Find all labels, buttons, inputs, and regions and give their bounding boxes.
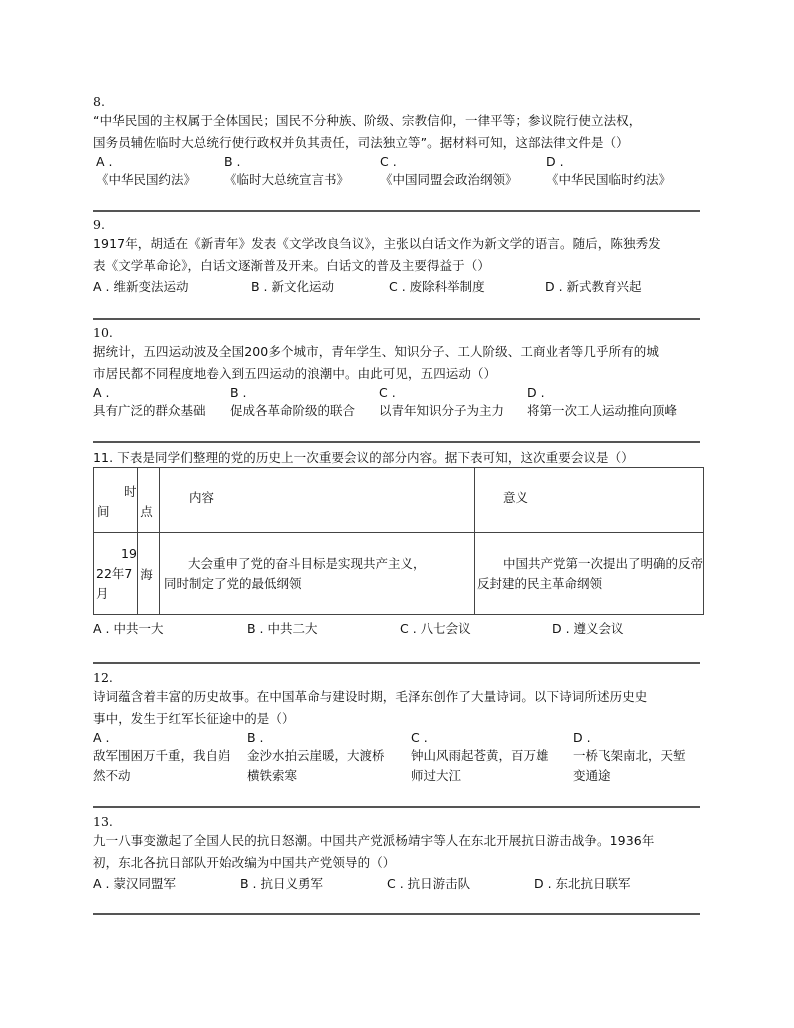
question-stem: 11. 下表是同学们整理的党的历史上一次重要会议的部分内容。据下表可知，这次重要会议是（） [93, 450, 634, 465]
question-12 [93, 670, 700, 792]
question-stem [93, 686, 700, 730]
options [93, 730, 700, 792]
cell-place: 海 [138, 533, 160, 615]
option-c[interactable]: C . 《中国同盟会政治纲领》 [380, 154, 518, 187]
cell-meaning: 中国共产党第一次提出了明确的反帝 反封建的民主革命纲领 [474, 533, 703, 615]
option-b[interactable]: B . 中共二大 [247, 621, 318, 636]
table-header-row [94, 468, 704, 533]
option-b[interactable]: B . 金沙水拍云崖暖，大渡桥 横铁索寒 [247, 730, 385, 783]
stem-line: 据统计，五四运动波及全国200多个城市，青年学生、知识分子、工人阶级、工商业者等几乎所有的城 [93, 344, 659, 359]
option-d[interactable]: D . 遵义会议 [552, 621, 624, 636]
cell-content: 大会重申了党的奋斗目标是实现共产主义， 同时制定了党的最低纲领 [160, 533, 475, 615]
header-meaning: 意义 [474, 468, 703, 533]
option-d[interactable]: D . 东北抗日联军 [534, 876, 631, 891]
options [93, 874, 700, 894]
stem-line: 1917年，胡适在《新青年》发表《文学改良刍议》，主张以白话文作为新文学的语言。随后，陈独秀发 [93, 236, 661, 251]
stem-line: 事中，发生于红军长征途中的是（） [93, 711, 295, 726]
option-a[interactable]: A . 具有广泛的群众基础 [93, 385, 206, 418]
stem-line: “中华民国的主权属于全体国民；国民不分种族、阶级、宗教信仰，一律平等；参议院行使立法权， [93, 113, 642, 128]
separator [93, 210, 700, 212]
option-a[interactable]: A . 《中华民国约法》 [96, 154, 197, 187]
options [93, 154, 700, 192]
question-11 [93, 447, 700, 469]
question-number: 13. [93, 814, 113, 829]
option-b[interactable]: B . 促成各革命阶级的联合 [230, 385, 356, 418]
header-time: 时 间 [94, 468, 138, 533]
question-number: 12. [93, 670, 113, 685]
option-c[interactable]: C . 八七会议 [400, 621, 471, 636]
option-a[interactable]: A . 敌军围困万千重，我自岿 然不动 [93, 730, 231, 783]
stem-line: 市居民都不同程度地卷入到五四运动的浪潮中。由此可见，五四运动（） [93, 366, 497, 381]
question-stem [93, 341, 700, 385]
cell-time: 19 22年7 月 [94, 533, 138, 615]
meeting-table [93, 467, 704, 615]
question-stem [93, 830, 700, 874]
question-10 [93, 325, 700, 423]
separator [93, 913, 700, 915]
question-number: 8. [93, 94, 105, 109]
stem-line: 表《文学革命论》，白话文逐渐普及开来。白话文的普及主要得益于（） [93, 258, 490, 273]
option-a[interactable]: A . 维新变法运动 [93, 279, 189, 294]
question-9 [93, 217, 700, 297]
table-row [94, 533, 704, 615]
header-content: 内容 [160, 468, 475, 533]
separator [93, 441, 700, 443]
option-d[interactable]: D . 将第一次工人运动推向顶峰 [527, 385, 678, 418]
stem-line: 诗词蕴含着丰富的历史故事。在中国革命与建设时期，毛泽东创作了大量诗词。以下诗词所述历史史 [93, 689, 648, 704]
separator [93, 318, 700, 320]
separator [93, 662, 700, 664]
option-d[interactable]: D . 《中华民国临时约法》 [546, 154, 672, 187]
stem-line: 九一八事变激起了全国人民的抗日怒潮。中国共产党派杨靖宇等人在东北开展抗日游击战争。1936年 [93, 833, 655, 848]
option-c[interactable]: C . 废除科举制度 [389, 279, 485, 294]
option-b[interactable]: B . 抗日义勇军 [240, 876, 323, 891]
option-c[interactable]: C . 钟山风雨起苍黄，百万雄 师过大江 [411, 730, 549, 783]
option-c[interactable]: C . 抗日游击队 [387, 876, 471, 891]
options [93, 619, 700, 639]
option-d[interactable]: D . 新式教育兴起 [545, 279, 642, 294]
option-a[interactable]: A . 蒙汉同盟军 [93, 876, 176, 891]
options [93, 277, 700, 297]
options [93, 385, 700, 423]
question-number: 9. [93, 217, 105, 232]
stem-line: 初，东北各抗日部队开始改编为中国共产党领导的（） [93, 855, 396, 870]
option-a[interactable]: A . 中共一大 [93, 621, 164, 636]
question-stem [93, 233, 700, 277]
question-stem [93, 110, 700, 154]
separator [93, 806, 700, 808]
option-b[interactable]: B . 《临时大总统宣言书》 [224, 154, 350, 187]
question-8 [93, 94, 700, 192]
question-number: 10. [93, 325, 113, 340]
question-13 [93, 814, 700, 894]
option-c[interactable]: C . 以青年知识分子为主力 [379, 385, 505, 418]
stem-line: 国务员辅佐临时大总统行使行政权并负其责任，司法独立等”。据材料可知，这部法律文件是（） [93, 135, 629, 150]
option-b[interactable]: B . 新文化运动 [251, 279, 334, 294]
option-d[interactable]: D . 一桥飞架南北，天堑 变通途 [573, 730, 686, 783]
header-place: 点 [138, 468, 160, 533]
